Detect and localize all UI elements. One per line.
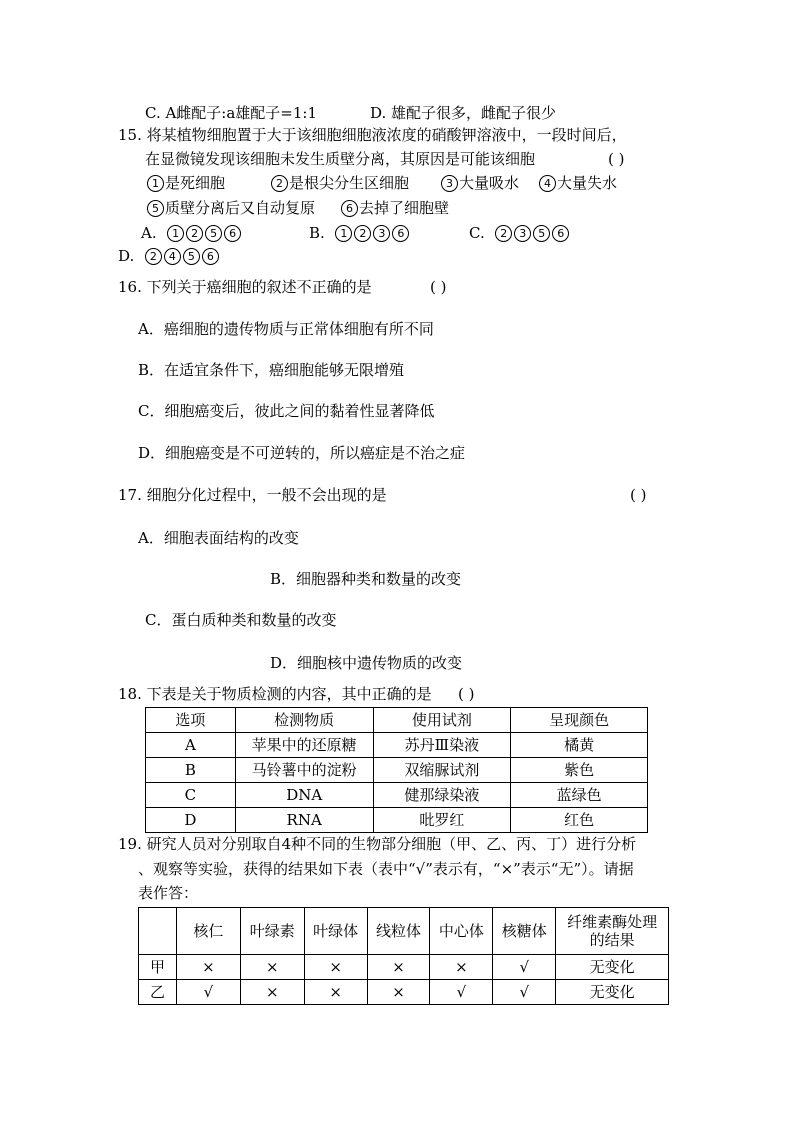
table-cell: 苹果中的还原糖 [235,733,373,758]
q17-option-a: A．细胞表面结构的改变 [138,529,299,547]
q18-answer-paren: ( ) [458,685,475,703]
q17-option-d: D．细胞核中遗传物质的改变 [270,654,463,672]
q15-item-2 [270,173,409,193]
table-header-row [146,708,648,733]
table-cell: 马铃薯中的淀粉 [235,758,373,783]
q17-stem: 17. 细胞分化过程中，一般不会出现的是 [118,486,387,504]
table-header-cell: 中心体 [430,908,493,955]
table-cell: 紫色 [511,758,648,783]
circled-number: 5 [147,200,164,217]
table-header-cell: 核仁 [176,908,240,955]
table-header-row [139,908,669,955]
q17-option-c: C．蛋白质种类和数量的改变 [145,611,337,629]
q18-table [145,707,648,833]
option-label: D. [118,247,135,265]
table-cell: 无变化 [556,980,669,1005]
q15-item-3 [440,173,519,193]
q14-option-d: D. 雄配子很多，雌配子很少 [370,104,557,122]
table-cell: D [146,808,236,833]
table-cell: 苏丹Ⅲ染液 [373,733,511,758]
table-cell: 乙 [139,980,177,1005]
q15-item-1 [146,173,225,193]
table-cell: A [146,733,236,758]
table-cell: RNA [235,808,373,833]
q17-answer-paren: ( ) [630,486,647,504]
option-label: B. [309,224,325,242]
table-cell: × [304,955,367,980]
table-header-cell: 线粒体 [367,908,430,955]
table-cell: B [146,758,236,783]
circled-number: 6 [552,225,569,242]
circled-number: 4 [539,175,556,192]
q15-item-text: 大量失水 [557,174,618,192]
circled-number: 2 [495,225,512,242]
circled-number: 5 [205,225,222,242]
circled-number: 6 [202,248,219,265]
option-label: A. [141,224,157,242]
circled-number: 1 [167,225,184,242]
q19-stem-line1: 19. 研究人员对分别取自4种不同的生物部分细胞（甲、乙、丙、丁）进行分析 [118,835,637,853]
circled-number: 1 [335,225,352,242]
circled-number: 6 [392,225,409,242]
q15-option-b [309,223,410,243]
q16-option-a: A．癌细胞的遗传物质与正常体细胞有所不同 [138,320,434,338]
q19-table [138,907,669,1005]
table-row [139,980,669,1005]
q18-stem: 18. 下表是关于物质检测的内容，其中正确的是 [118,685,432,703]
circled-number: 5 [533,225,550,242]
table-cell: √ [493,955,556,980]
q19-stem-line2: 、观察等实验，获得的结果如下表（表中“√”表示有，“×”表示“无”）。请据 [138,860,634,878]
circled-number: 3 [441,175,458,192]
table-cell: 无变化 [556,955,669,980]
table-header-cell: 选项 [146,708,236,733]
q15-item-4 [538,173,617,193]
table-header-cell: 呈现颜色 [511,708,648,733]
table-header-cell: 使用试剂 [373,708,511,733]
q16-option-d: D．细胞癌变是不可逆转的，所以癌症是不治之症 [138,444,466,462]
q15-item-6 [340,198,449,218]
table-cell: 健那绿染液 [373,783,511,808]
table-row [146,733,648,758]
q16-answer-paren: ( ) [430,278,447,296]
table-cell: × [367,980,430,1005]
table-cell: 橘黄 [511,733,648,758]
circled-number: 5 [183,248,200,265]
table-row [146,808,648,833]
q16-option-c: C．细胞癌变后，彼此之间的黏着性显著降低 [138,402,435,420]
circled-number: 3 [514,225,531,242]
table-cell: √ [430,980,493,1005]
q15-item-text: 去掉了细胞壁 [359,199,450,217]
table-cell: 蓝绿色 [511,783,648,808]
circled-number: 2 [145,248,162,265]
table-cell: × [240,955,304,980]
q16-stem: 16. 下列关于癌细胞的叙述不正确的是 [118,278,372,296]
option-label: C. [469,224,485,242]
table-header-cell [139,908,177,955]
circled-number: 3 [373,225,390,242]
table-row [146,758,648,783]
q15-stem-line2: 在显微镜发现该细胞未发生质壁分离，其原因是可能该细胞 [145,150,536,168]
q15-item-text: 是根尖分生区细胞 [289,174,410,192]
circled-number: 4 [164,248,181,265]
circled-number: 2 [271,175,288,192]
table-header-cell: 叶绿素 [240,908,304,955]
q15-option-a [141,223,242,243]
table-cell: DNA [235,783,373,808]
table-cell: × [430,955,493,980]
circled-number: 2 [186,225,203,242]
table-header-cell: 纤维素酶处理的结果 [556,908,669,955]
q14-option-c: C. A雌配子:a雄配子=1:1 [145,104,318,122]
q15-option-d [118,246,220,266]
q15-item-text: 大量吸水 [459,174,520,192]
circled-number: 1 [147,175,164,192]
circled-number: 6 [224,225,241,242]
table-header-cell: 检测物质 [235,708,373,733]
table-cell: 吡罗红 [373,808,511,833]
table-header-cell: 叶绿体 [304,908,367,955]
table-header-cell: 核糖体 [493,908,556,955]
q15-answer-paren: ( ) [608,150,625,168]
q15-item-text: 是死细胞 [165,174,226,192]
table-cell: × [367,955,430,980]
circled-number: 6 [341,200,358,217]
q16-option-b: B．在适宜条件下，癌细胞能够无限增殖 [138,361,405,379]
table-cell: 双缩脲试剂 [373,758,511,783]
q15-item-text: 质壁分离后又自动复原 [165,199,316,217]
q15-item-5 [146,198,315,218]
table-cell: C [146,783,236,808]
table-cell: √ [493,980,556,1005]
table-cell: 甲 [139,955,177,980]
table-row [146,783,648,808]
table-cell: × [304,980,367,1005]
q19-stem-line3: 表作答： [138,884,199,902]
table-cell: × [240,980,304,1005]
q15-stem-line1: 15. 将某植物细胞置于大于该细胞细胞液浓度的硝酸钾溶液中，一段时间后， [118,126,627,144]
table-cell: √ [176,980,240,1005]
circled-number: 2 [354,225,371,242]
table-cell: × [176,955,240,980]
q17-option-b: B．细胞器种类和数量的改变 [270,570,462,588]
q15-option-c [469,223,570,243]
table-row [139,955,669,980]
table-cell: 红色 [511,808,648,833]
